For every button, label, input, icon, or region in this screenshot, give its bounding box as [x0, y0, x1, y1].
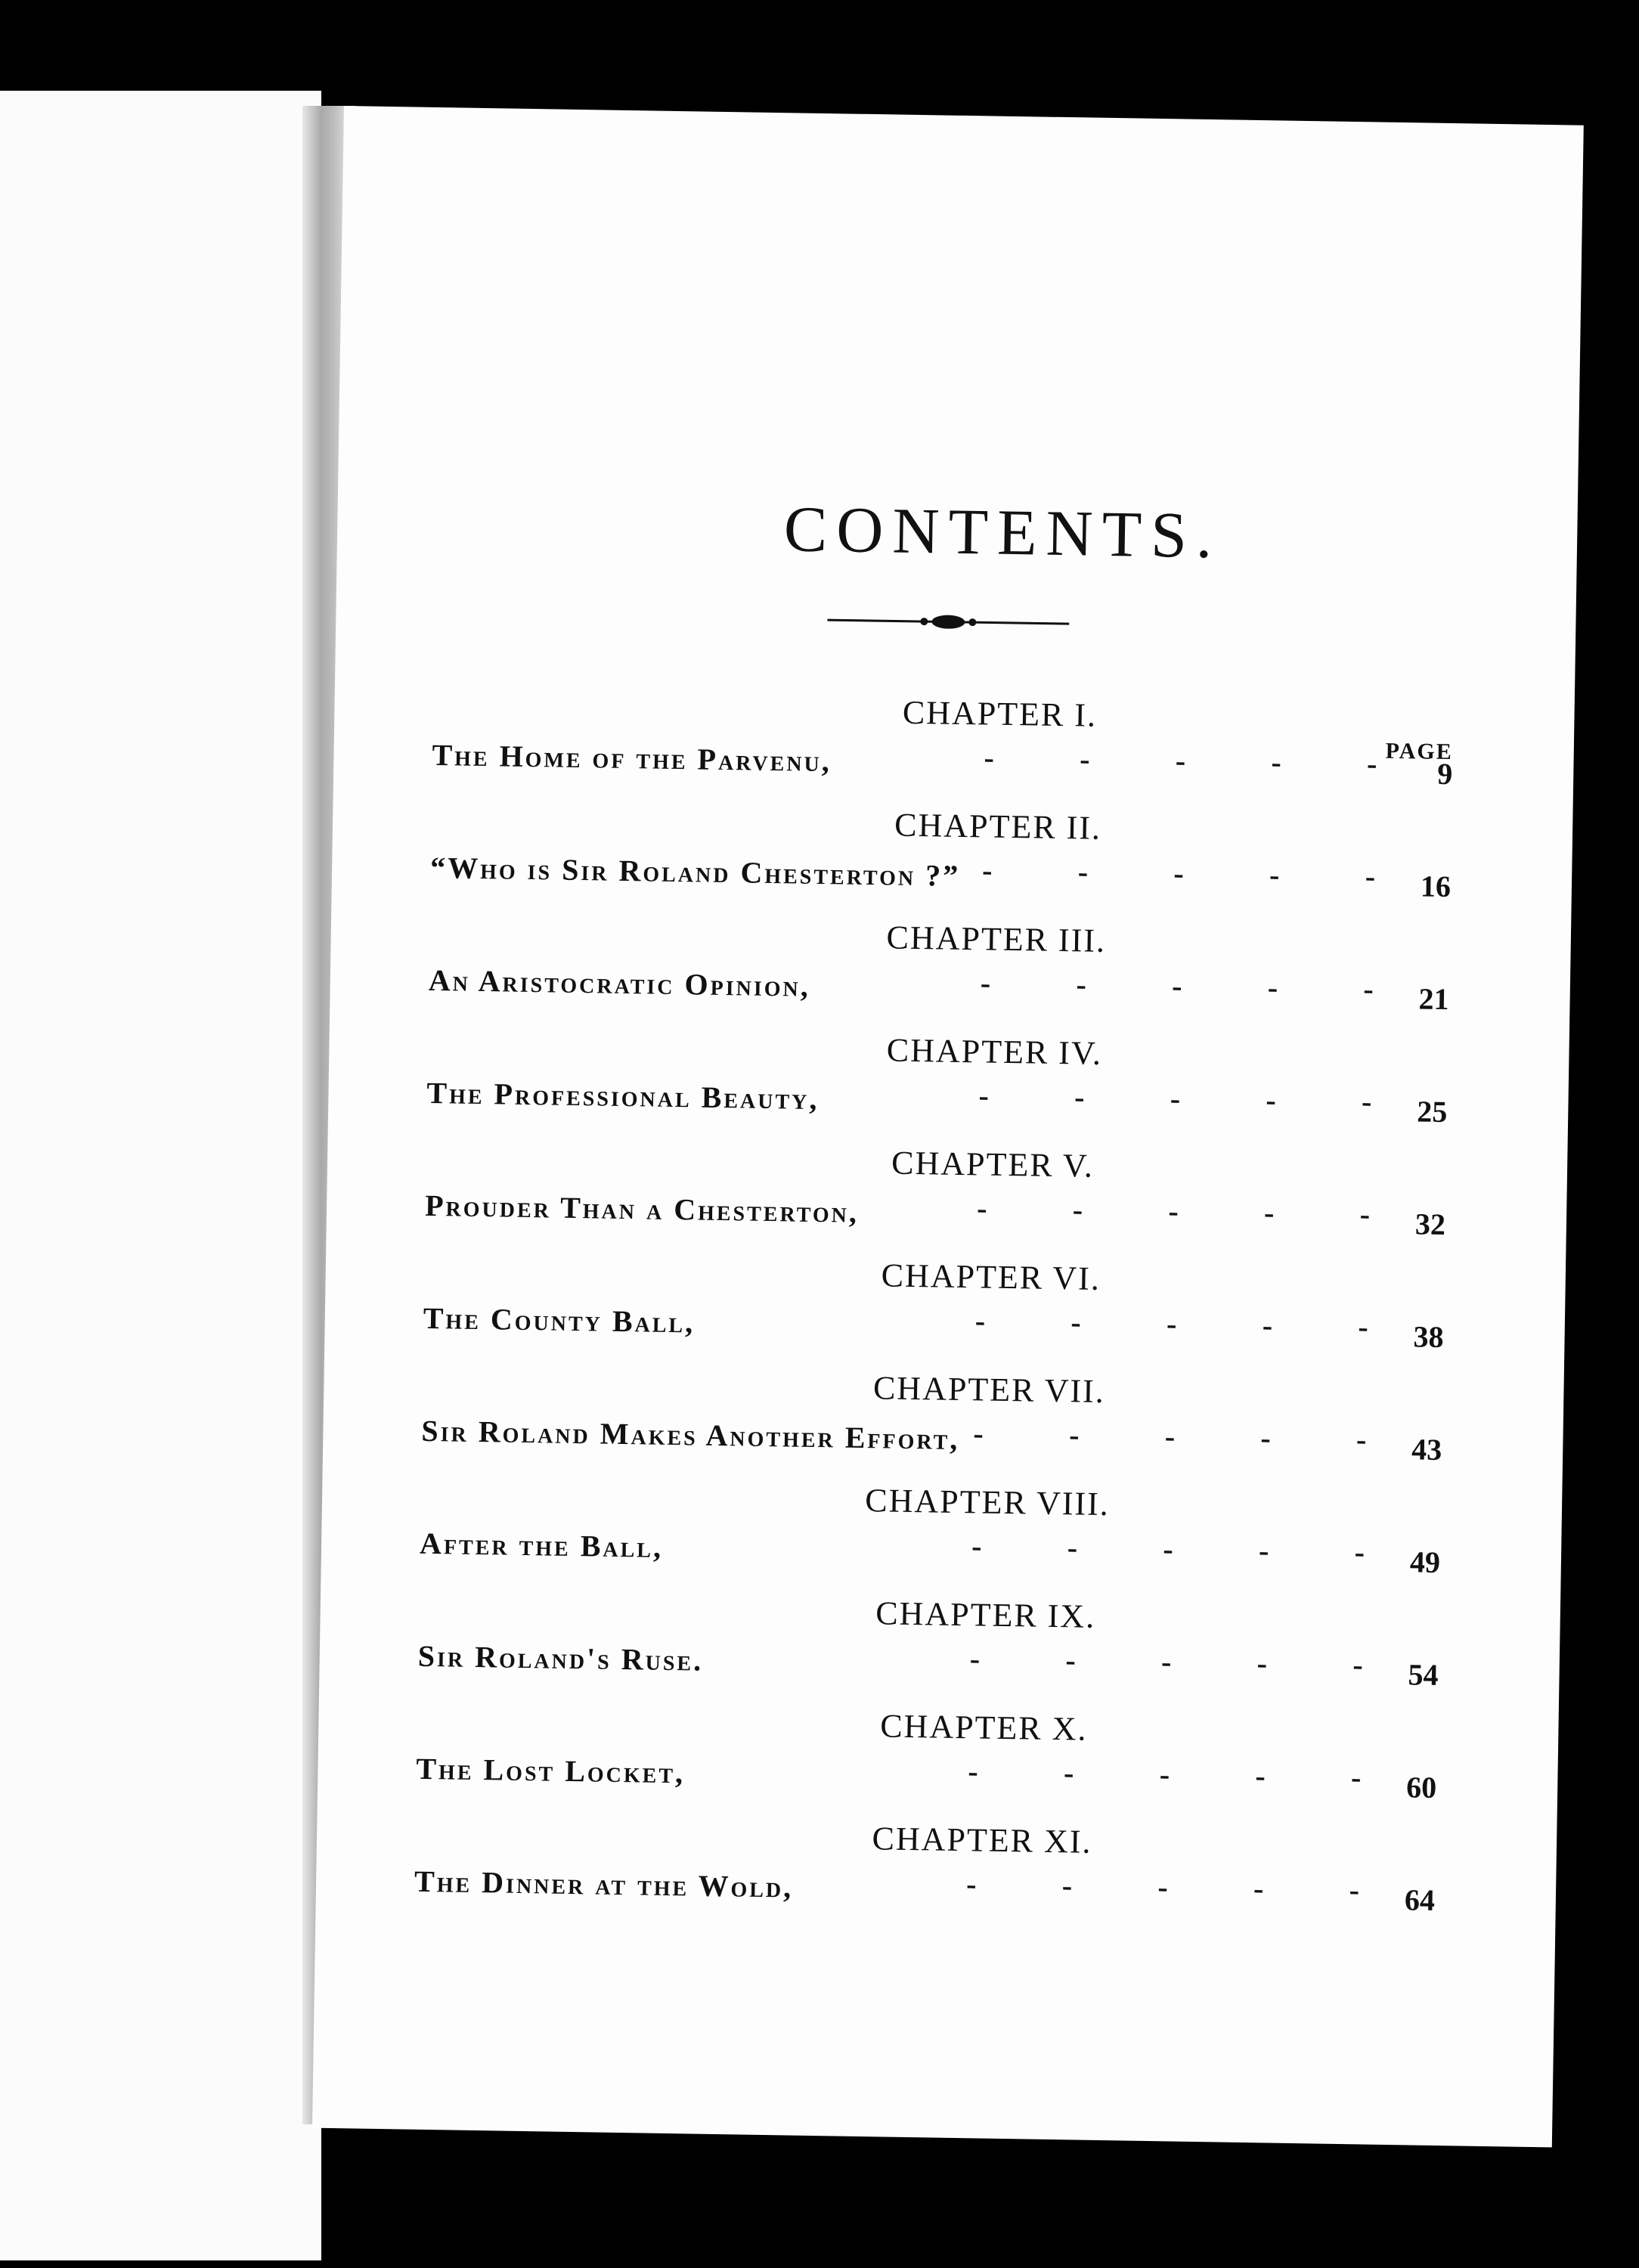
leader-dash: - [1260, 1421, 1272, 1455]
leader-dots [977, 1190, 1371, 1234]
chapter-title: Sir Roland's Ruse. [417, 1638, 704, 1678]
chapter-page-number: 49 [1409, 1545, 1441, 1580]
chapter-entry [419, 1474, 1448, 1603]
leader-dash: - [1267, 970, 1278, 1005]
leader-dash: - [1068, 1418, 1080, 1452]
chapter-heading: CHAPTER II. [894, 806, 1102, 847]
chapter-heading: CHAPTER I. [902, 693, 1098, 734]
chapter-title: An Aristocratic Opinion, [428, 962, 811, 1003]
chapter-title: The Professional Beauty, [426, 1075, 820, 1117]
chapter-entry [424, 1136, 1454, 1266]
leader-dash: - [1358, 1309, 1369, 1344]
leader-dash: - [984, 740, 995, 775]
contents-page [312, 106, 1584, 2147]
leader-dash: - [1354, 1535, 1365, 1569]
leader-dots [969, 1641, 1363, 1684]
ornament-divider [827, 609, 1069, 635]
leader-dash: - [1070, 1305, 1082, 1340]
leader-dash: - [1349, 1873, 1360, 1907]
leader-dash: - [1262, 1308, 1273, 1343]
chapter-page-number: 25 [1416, 1094, 1448, 1129]
chapter-title: The Lost Locket, [416, 1751, 686, 1790]
leader-dots [974, 1303, 1368, 1346]
leader-dots [971, 1528, 1365, 1572]
chapter-title: After the Ball, [419, 1526, 664, 1564]
chapter-entry [432, 686, 1461, 815]
leader-dash: - [1359, 1197, 1371, 1232]
leader-dash: - [1269, 857, 1280, 892]
leader-dots [984, 739, 1377, 783]
page-title: CONTENTS. [783, 492, 1222, 572]
leader-dash: - [980, 965, 991, 1000]
chapter-page-number: 16 [1420, 869, 1452, 904]
chapter-entry [428, 911, 1458, 1040]
leader-dash: - [1160, 1644, 1172, 1679]
leader-dash: - [1255, 1758, 1266, 1793]
leader-dots [982, 852, 1376, 896]
chapter-heading: CHAPTER IV. [886, 1031, 1103, 1072]
leader-dash: - [1159, 1757, 1170, 1792]
chapter-heading: CHAPTER IX. [875, 1594, 1096, 1635]
chapter-page-number: 54 [1408, 1657, 1439, 1692]
chapter-heading: CHAPTER X. [879, 1707, 1088, 1748]
chapter-page-number: 43 [1411, 1432, 1442, 1467]
leader-dash: - [1266, 1083, 1277, 1117]
leader-dash: - [1166, 1306, 1177, 1341]
leader-dash: - [1077, 854, 1089, 889]
leader-dash: - [1061, 1868, 1073, 1903]
chapter-page-number: 60 [1405, 1770, 1437, 1805]
leader-dash: - [1356, 1422, 1367, 1457]
chapter-entry [423, 1249, 1452, 1378]
leader-dash: - [1173, 856, 1185, 891]
leader-dots [968, 1753, 1362, 1797]
leader-dots [980, 965, 1374, 1009]
chapter-title: The County Ball, [423, 1300, 696, 1340]
leader-dash: - [1263, 1195, 1275, 1230]
leader-dots [978, 1077, 1372, 1121]
chapter-heading: CHAPTER III. [886, 919, 1107, 959]
chapter-entry [416, 1699, 1445, 1829]
chapter-heading: CHAPTER VI. [881, 1256, 1101, 1297]
chapter-title: Prouder Than a Chesterton, [424, 1188, 860, 1229]
leader-dash: - [1063, 1755, 1074, 1790]
chapter-title: “Who is Sir Roland Chesterton ?” [429, 850, 961, 893]
leader-dots [966, 1866, 1360, 1910]
leader-dash: - [1072, 1192, 1083, 1227]
leader-dash: - [1352, 1647, 1364, 1682]
page-column-header: PAGE [1385, 738, 1454, 765]
leader-dash: - [1366, 746, 1377, 781]
leader-dots [973, 1415, 1367, 1459]
chapter-heading: CHAPTER XI. [872, 1820, 1092, 1861]
leader-dash: - [1164, 1419, 1176, 1454]
leader-dash: - [978, 1078, 990, 1113]
left-page [0, 91, 321, 2260]
chapter-page-number: 38 [1413, 1319, 1444, 1355]
leader-dash: - [1361, 1084, 1372, 1119]
chapter-entry [417, 1587, 1447, 1716]
leader-dash: - [1079, 742, 1090, 776]
leader-dash: - [1256, 1646, 1268, 1681]
chapter-title: The Home of the Parvenu, [432, 737, 832, 779]
leader-dash: - [965, 1867, 977, 1901]
chapter-entry [414, 1812, 1443, 1941]
chapter-heading: CHAPTER VIII. [865, 1482, 1111, 1523]
chapter-page-number: 64 [1404, 1882, 1436, 1917]
leader-dash: - [981, 853, 993, 888]
leader-dash: - [1074, 1080, 1085, 1114]
leader-dash: - [973, 1416, 984, 1451]
leader-dash: - [971, 1529, 982, 1563]
chapter-page-number: 9 [1436, 756, 1453, 792]
leader-dash: - [1157, 1870, 1169, 1904]
leader-dash: - [1363, 971, 1374, 1006]
chapter-title: Sir Roland Makes Another Effort, [421, 1413, 960, 1457]
leader-dash: - [1067, 1530, 1078, 1565]
chapter-heading: CHAPTER VII. [872, 1369, 1106, 1411]
leader-dash: - [1168, 1194, 1179, 1228]
leader-dash: - [1175, 743, 1186, 778]
leader-dash: - [1076, 967, 1087, 1002]
leader-dash: - [1365, 859, 1376, 894]
leader-dash: - [1350, 1760, 1362, 1795]
leader-dash: - [1258, 1533, 1269, 1568]
leader-dash: - [1065, 1643, 1077, 1678]
leader-dash: - [1271, 745, 1282, 779]
chapter-entry [426, 1024, 1456, 1153]
chapter-entry [421, 1362, 1451, 1491]
leader-dash: - [976, 1191, 987, 1225]
chapter-title: The Dinner at the Wold, [414, 1864, 794, 1904]
chapter-entry [429, 798, 1459, 928]
leader-dash: - [968, 1754, 979, 1789]
leader-dash: - [1163, 1532, 1174, 1566]
leader-dash: - [1171, 968, 1182, 1003]
chapter-heading: CHAPTER V. [891, 1144, 1095, 1185]
chapter-page-number: 21 [1418, 981, 1449, 1017]
leader-dash: - [1253, 1871, 1264, 1906]
leader-dash: - [1170, 1081, 1181, 1116]
chapter-page-number: 32 [1414, 1207, 1446, 1242]
leader-dash: - [974, 1303, 986, 1338]
leader-dash: - [969, 1641, 981, 1676]
